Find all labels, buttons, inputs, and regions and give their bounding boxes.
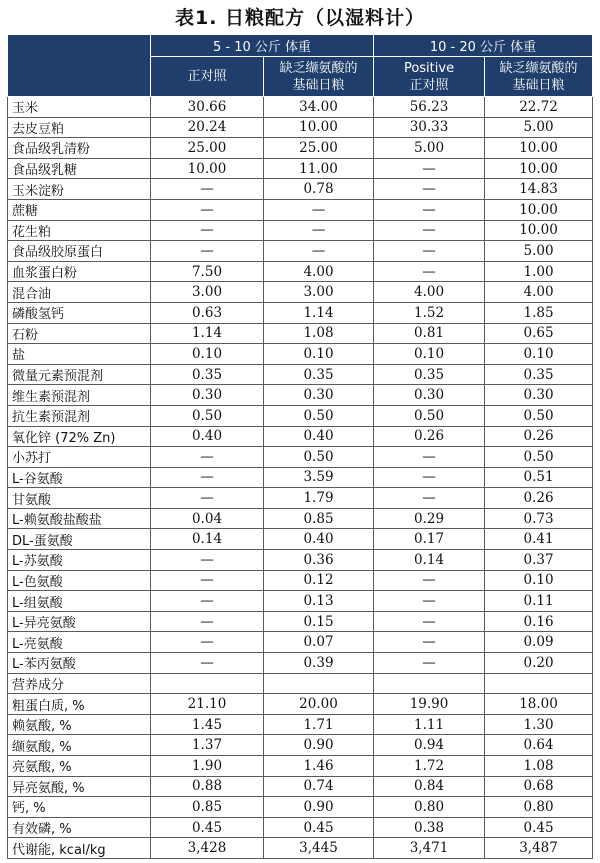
- cell-value: 0.26: [485, 426, 593, 447]
- table-row: [8, 735, 593, 756]
- table-row: [8, 756, 593, 777]
- table-row: [8, 323, 593, 344]
- row-label: 去皮豆粕: [8, 117, 151, 138]
- table-row: [8, 591, 593, 612]
- table-row: [8, 117, 593, 138]
- row-label: 石粉: [8, 323, 151, 344]
- table-row: [8, 467, 593, 488]
- table-row: [8, 653, 593, 674]
- row-label: L-组氨酸: [8, 591, 151, 612]
- row-label: 粗蛋白质, %: [8, 694, 151, 715]
- cell-value: 1.14: [264, 302, 374, 323]
- cell-value: 10.00: [485, 138, 593, 159]
- table-row: [8, 838, 593, 859]
- cell-value: 0.90: [264, 797, 374, 818]
- cell-value: 3.00: [151, 282, 264, 303]
- cell-value: 0.07: [264, 632, 374, 653]
- cell-value: 0.17: [374, 529, 485, 550]
- row-label: 甘氨酸: [8, 488, 151, 509]
- cell-value: —: [374, 467, 485, 488]
- cell-value: 0.26: [374, 426, 485, 447]
- cell-value: —: [374, 447, 485, 468]
- row-label: L-异亮氨酸: [8, 611, 151, 632]
- row-label: 亮氨酸, %: [8, 756, 151, 777]
- cell-value: 10.00: [485, 158, 593, 179]
- section-label: 营养成分: [8, 673, 151, 694]
- cell-value: 1.00: [485, 261, 593, 282]
- row-label: 花生粕: [8, 220, 151, 241]
- table-row: [8, 817, 593, 838]
- row-label: 盐: [8, 344, 151, 365]
- cell-value: 0.37: [485, 550, 593, 571]
- cell-value: 10.00: [485, 199, 593, 220]
- cell-value: 3,445: [264, 838, 374, 859]
- row-label: 缬氨酸, %: [8, 735, 151, 756]
- cell-value: 0.80: [374, 797, 485, 818]
- cell-value: 0.09: [485, 632, 593, 653]
- table-row: [8, 385, 593, 406]
- cell-value: 3.00: [264, 282, 374, 303]
- cell-value: 0.10: [374, 344, 485, 365]
- cell-value: —: [374, 570, 485, 591]
- cell-value: 0.35: [485, 364, 593, 385]
- row-label: 血浆蛋白粉: [8, 261, 151, 282]
- cell-value: 1.52: [374, 302, 485, 323]
- cell-value: 0.40: [264, 426, 374, 447]
- row-label: 小苏打: [8, 447, 151, 468]
- cell-value: 4.00: [485, 282, 593, 303]
- cell-value: 18.00: [485, 694, 593, 715]
- row-label: 有效磷, %: [8, 817, 151, 838]
- cell-value: 0.90: [264, 735, 374, 756]
- cell-value: 0.13: [264, 591, 374, 612]
- cell-value: 0.15: [264, 611, 374, 632]
- table-row: [8, 776, 593, 797]
- cell-value: —: [264, 220, 374, 241]
- row-label: L-色氨酸: [8, 570, 151, 591]
- cell-value: 7.50: [151, 261, 264, 282]
- cell-value: 30.33: [374, 117, 485, 138]
- row-label: 食品级乳糖: [8, 158, 151, 179]
- cell-value: —: [151, 632, 264, 653]
- cell-value: 0.40: [151, 426, 264, 447]
- table-row: [8, 405, 593, 426]
- cell-value: 20.00: [264, 694, 374, 715]
- table-row: [8, 302, 593, 323]
- cell-value: 1.46: [264, 756, 374, 777]
- cell-value: —: [374, 488, 485, 509]
- cell-value: 0.30: [151, 385, 264, 406]
- cell-value: 25.00: [151, 138, 264, 159]
- row-label: L-赖氨酸盐酸盐: [8, 508, 151, 529]
- cell-value: 0.85: [151, 797, 264, 818]
- section-row-nutrients: [8, 673, 593, 694]
- cell-value: 0.14: [151, 529, 264, 550]
- table-row: [8, 97, 593, 118]
- cell-value: 1.30: [485, 714, 593, 735]
- table-row: [8, 714, 593, 735]
- table-row: [8, 694, 593, 715]
- cell-value: 3.59: [264, 467, 374, 488]
- cell-value: 5.00: [374, 138, 485, 159]
- cell-value: 1.85: [485, 302, 593, 323]
- cell-value: 21.10: [151, 694, 264, 715]
- cell-value: —: [374, 241, 485, 262]
- cell-value: 1.45: [151, 714, 264, 735]
- cell-value: 0.94: [374, 735, 485, 756]
- table-row: [8, 220, 593, 241]
- cell-value: —: [151, 447, 264, 468]
- empty-cell: [151, 673, 264, 694]
- cell-value: —: [264, 241, 374, 262]
- table-row: [8, 282, 593, 303]
- cell-value: 3,428: [151, 838, 264, 859]
- table-row: [8, 158, 593, 179]
- cell-value: 0.30: [485, 385, 593, 406]
- row-label: L-苯丙氨酸: [8, 653, 151, 674]
- cell-value: 0.29: [374, 508, 485, 529]
- cell-value: 0.65: [485, 323, 593, 344]
- cell-value: 1.37: [151, 735, 264, 756]
- cell-value: 0.51: [485, 467, 593, 488]
- cell-value: 0.11: [485, 591, 593, 612]
- row-label: 蔗糖: [8, 199, 151, 220]
- table-row: [8, 138, 593, 159]
- table-row: [8, 344, 593, 365]
- header-col-line: 基础日粮: [512, 77, 565, 93]
- row-label: 玉米: [8, 97, 151, 118]
- row-label: 异亮氨酸, %: [8, 776, 151, 797]
- cell-value: 10.00: [151, 158, 264, 179]
- header-col-2: [264, 57, 374, 97]
- cell-value: 14.83: [485, 179, 593, 200]
- row-label: 抗生素预混剂: [8, 405, 151, 426]
- cell-value: 0.81: [374, 323, 485, 344]
- table-row: [8, 611, 593, 632]
- cell-value: 0.50: [485, 447, 593, 468]
- cell-value: 10.00: [485, 220, 593, 241]
- table-row: [8, 199, 593, 220]
- row-label: 食品级胶原蛋白: [8, 241, 151, 262]
- cell-value: —: [374, 261, 485, 282]
- row-label: DL-蛋氨酸: [8, 529, 151, 550]
- cell-value: 0.73: [485, 508, 593, 529]
- row-label: 磷酸氢钙: [8, 302, 151, 323]
- cell-value: 0.30: [374, 385, 485, 406]
- cell-value: —: [374, 611, 485, 632]
- cell-value: —: [374, 179, 485, 200]
- header-col-1: [151, 57, 264, 97]
- cell-value: —: [151, 591, 264, 612]
- cell-value: 0.10: [485, 344, 593, 365]
- header-group-10-20kg: 10 - 20 公斤 体重: [374, 35, 593, 57]
- cell-value: 0.50: [485, 405, 593, 426]
- cell-value: 30.66: [151, 97, 264, 118]
- row-label: 玉米淀粉: [8, 179, 151, 200]
- row-label: 氧化锌 (72% Zn): [8, 426, 151, 447]
- cell-value: —: [374, 199, 485, 220]
- row-label: 混合油: [8, 282, 151, 303]
- table-row: [8, 447, 593, 468]
- cell-value: 10.00: [264, 117, 374, 138]
- table-row: [8, 570, 593, 591]
- cell-value: 56.23: [374, 97, 485, 118]
- row-label: L-谷氨酸: [8, 467, 151, 488]
- cell-value: 0.84: [374, 776, 485, 797]
- table-row: [8, 488, 593, 509]
- cell-value: 1.11: [374, 714, 485, 735]
- cell-value: 1.79: [264, 488, 374, 509]
- table-row: [8, 179, 593, 200]
- cell-value: 0.45: [151, 817, 264, 838]
- cell-value: 5.00: [485, 241, 593, 262]
- cell-value: 1.08: [485, 756, 593, 777]
- cell-value: 4.00: [264, 261, 374, 282]
- cell-value: —: [151, 570, 264, 591]
- table-row: [8, 364, 593, 385]
- cell-value: 0.10: [264, 344, 374, 365]
- cell-value: 0.74: [264, 776, 374, 797]
- cell-value: 0.30: [264, 385, 374, 406]
- header-col-3: [374, 57, 485, 97]
- diet-formula-table: [7, 34, 593, 859]
- cell-value: —: [151, 220, 264, 241]
- cell-value: 0.63: [151, 302, 264, 323]
- cell-value: 0.45: [485, 817, 593, 838]
- table-row: [8, 550, 593, 571]
- cell-value: 0.88: [151, 776, 264, 797]
- cell-value: —: [151, 199, 264, 220]
- cell-value: —: [151, 179, 264, 200]
- row-label: 食品级乳清粉: [8, 138, 151, 159]
- header-col-line: 正对照: [187, 69, 227, 84]
- cell-value: 20.24: [151, 117, 264, 138]
- cell-value: 0.10: [485, 570, 593, 591]
- table-title: 表1. 日粮配方（以湿料计）: [174, 7, 426, 29]
- header-col-line: 缺乏缬氨酸的: [279, 60, 358, 76]
- cell-value: 1.08: [264, 323, 374, 344]
- table-row: [8, 797, 593, 818]
- header-col-4: [485, 57, 593, 97]
- row-label: 微量元素预混剂: [8, 364, 151, 385]
- cell-value: 1.90: [151, 756, 264, 777]
- cell-value: 0.35: [151, 364, 264, 385]
- cell-value: 0.78: [264, 179, 374, 200]
- table-row: [8, 632, 593, 653]
- header-corner: [8, 35, 151, 97]
- cell-value: —: [374, 220, 485, 241]
- cell-value: 0.64: [485, 735, 593, 756]
- cell-value: 0.50: [264, 447, 374, 468]
- cell-value: 22.72: [485, 97, 593, 118]
- cell-value: 0.36: [264, 550, 374, 571]
- row-label: L-苏氨酸: [8, 550, 151, 571]
- empty-cell: [374, 673, 485, 694]
- row-label: L-亮氨酸: [8, 632, 151, 653]
- cell-value: 0.35: [264, 364, 374, 385]
- cell-value: 0.45: [264, 817, 374, 838]
- cell-value: 0.04: [151, 508, 264, 529]
- cell-value: —: [151, 241, 264, 262]
- cell-value: 1.71: [264, 714, 374, 735]
- cell-value: 0.40: [264, 529, 374, 550]
- cell-value: 11.00: [264, 158, 374, 179]
- cell-value: 0.85: [264, 508, 374, 529]
- table-row: [8, 529, 593, 550]
- cell-value: 34.00: [264, 97, 374, 118]
- row-label: 代谢能, kcal/kg: [8, 838, 151, 859]
- cell-value: 0.10: [151, 344, 264, 365]
- cell-value: 0.38: [374, 817, 485, 838]
- cell-value: 0.50: [151, 405, 264, 426]
- empty-cell: [264, 673, 374, 694]
- cell-value: —: [374, 158, 485, 179]
- cell-value: 3,487: [485, 838, 593, 859]
- cell-value: —: [374, 591, 485, 612]
- cell-value: —: [374, 653, 485, 674]
- cell-value: 0.41: [485, 529, 593, 550]
- table-row: [8, 508, 593, 529]
- table-header: [8, 35, 593, 97]
- cell-value: 0.35: [374, 364, 485, 385]
- cell-value: 1.14: [151, 323, 264, 344]
- cell-value: —: [151, 488, 264, 509]
- table-body: [8, 97, 593, 859]
- header-col-line: 缺乏缬氨酸的: [499, 60, 578, 76]
- cell-value: —: [151, 467, 264, 488]
- cell-value: —: [151, 550, 264, 571]
- empty-cell: [485, 673, 593, 694]
- header-col-line: Positive: [403, 60, 455, 76]
- cell-value: 0.14: [374, 550, 485, 571]
- cell-value: 0.50: [374, 405, 485, 426]
- cell-value: 3,471: [374, 838, 485, 859]
- cell-value: 0.80: [485, 797, 593, 818]
- row-label: 维生素预混剂: [8, 385, 151, 406]
- row-label: 赖氨酸, %: [8, 714, 151, 735]
- table-row: [8, 241, 593, 262]
- header-group-5-10kg: 5 - 10 公斤 体重: [151, 35, 374, 57]
- cell-value: 0.16: [485, 611, 593, 632]
- cell-value: 25.00: [264, 138, 374, 159]
- header-col-line: 正对照: [409, 77, 449, 93]
- cell-value: 4.00: [374, 282, 485, 303]
- header-col-line: 基础日粮: [292, 77, 345, 93]
- cell-value: 0.20: [485, 653, 593, 674]
- cell-value: 0.26: [485, 488, 593, 509]
- cell-value: —: [374, 632, 485, 653]
- table-row: [8, 261, 593, 282]
- cell-value: 0.50: [264, 405, 374, 426]
- cell-value: 0.68: [485, 776, 593, 797]
- table-row: [8, 426, 593, 447]
- cell-value: 1.72: [374, 756, 485, 777]
- cell-value: 5.00: [485, 117, 593, 138]
- cell-value: 0.12: [264, 570, 374, 591]
- row-label: 钙, %: [8, 797, 151, 818]
- cell-value: —: [264, 199, 374, 220]
- cell-value: 19.90: [374, 694, 485, 715]
- cell-value: —: [151, 611, 264, 632]
- cell-value: —: [151, 653, 264, 674]
- cell-value: 0.39: [264, 653, 374, 674]
